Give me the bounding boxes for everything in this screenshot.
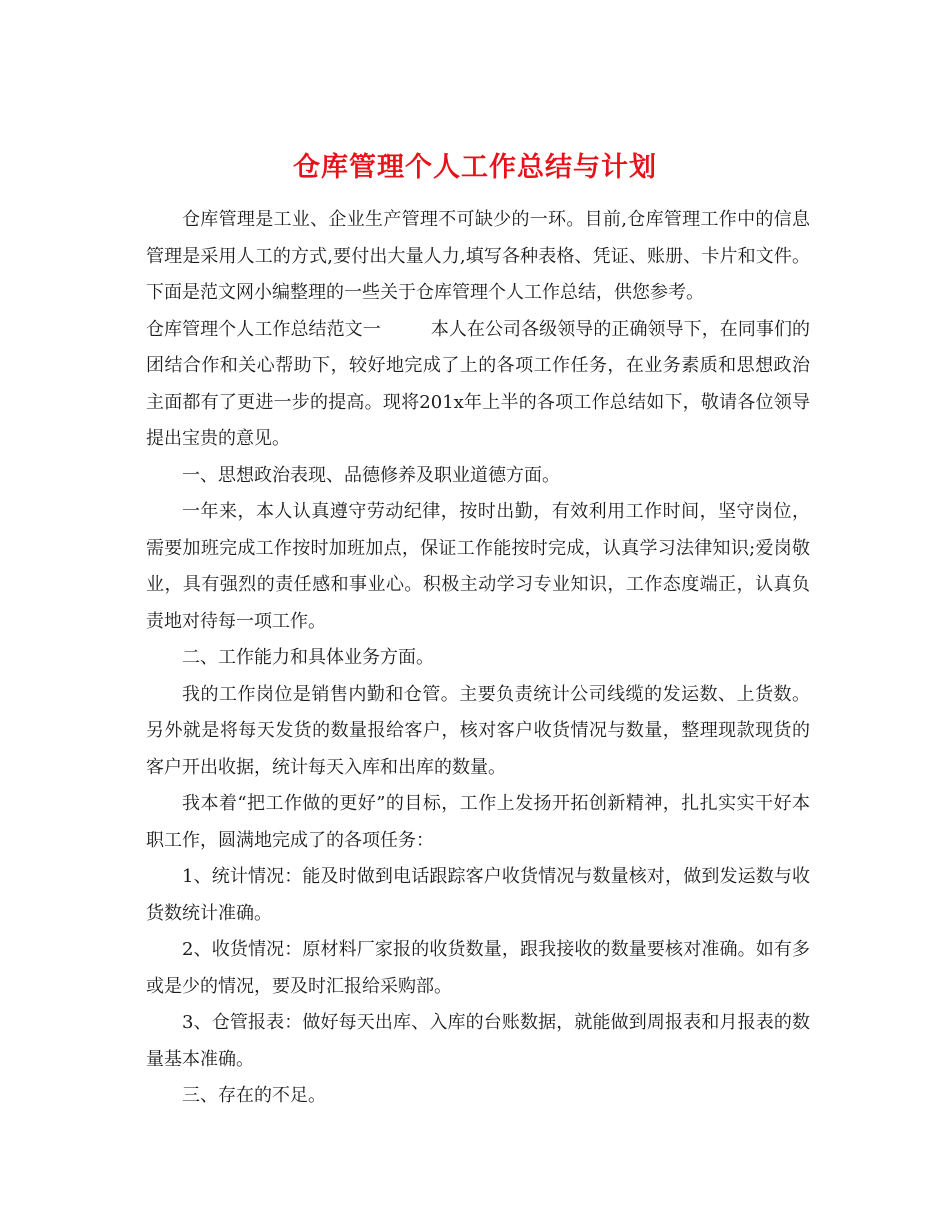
document-title: 仓库管理个人工作总结与计划 bbox=[293, 152, 657, 184]
inline-heading: 仓库管理个人工作总结范文一 bbox=[146, 318, 381, 340]
paragraph-section-2a: 我的工作岗位是销售内勤和仓管。主要负责统计公司线缆的发运数、上货数。另外就是将每天发货的数量报给客户，核对客户收货情况与数量，整理现款现货的客户开出收据，统计每天入库和出库的数量。 bbox=[146, 683, 810, 778]
document-body bbox=[146, 202, 810, 1115]
paragraph-section-1: 一年来，本人认真遵守劳动纪律，按时出勤，有效利用工作时间，坚守岗位，需要加班完成工作按时加班加点，保证工作能按时完成，认真学习法律知识;爱岗敬业，具有强烈的责任感和事业心。积极主动学习专业知识，工作态度端正，认真负责地对待每一项工作。 bbox=[146, 501, 810, 632]
paragraph-sample-one bbox=[146, 312, 810, 458]
list-item-1: 1、统计情况：能及时做到电话跟踪客户收货情况与数量核对，做到发运数与收货数统计准确。 bbox=[146, 866, 810, 924]
section-heading-2: 二、工作能力和具体业务方面。 bbox=[182, 647, 434, 668]
list-item-2: 2、收货情况：原材料厂家报的收货数量，跟我接收的数量要核对准确。如有多或是少的情况，要及时汇报给采购部。 bbox=[146, 939, 810, 997]
list-item-3: 3、仓管报表：做好每天出库、入库的台账数据，就能做到周报表和月报表的数量基本准确。 bbox=[146, 1012, 810, 1070]
section-heading-1: 一、思想政治表现、品德修养及职业道德方面。 bbox=[182, 464, 560, 486]
paragraph-section-2b: 我本着“把工作做的更好”的目标，工作上发扬开拓创新精神，扎扎实实干好本职工作，圆满地完成了的各项任务： bbox=[146, 793, 810, 851]
section-heading-3: 三、存在的不足。 bbox=[182, 1085, 326, 1106]
paragraph-intro: 仓库管理是工业、企业生产管理不可缺少的一环。目前,仓库管理工作中的信息管理是采用人工的方式,要付出大量人力,填写各种表格、凭证、账册、卡片和文件。下面是范文网小编整理的一些关于仓库管理个人工作总结，供您参考。 bbox=[146, 209, 810, 303]
paragraph-sample-one-text: 本人在公司各级领导的正确领导下，在同事们的团结合作和关心帮助下，较好地完成了上的各项工作任务，在业务素质和思想政治主面都有了更进一步的提高。现将201x年上半的各项工作总结如下，敬请各位领导提出宝贵的意见。 bbox=[146, 318, 810, 449]
